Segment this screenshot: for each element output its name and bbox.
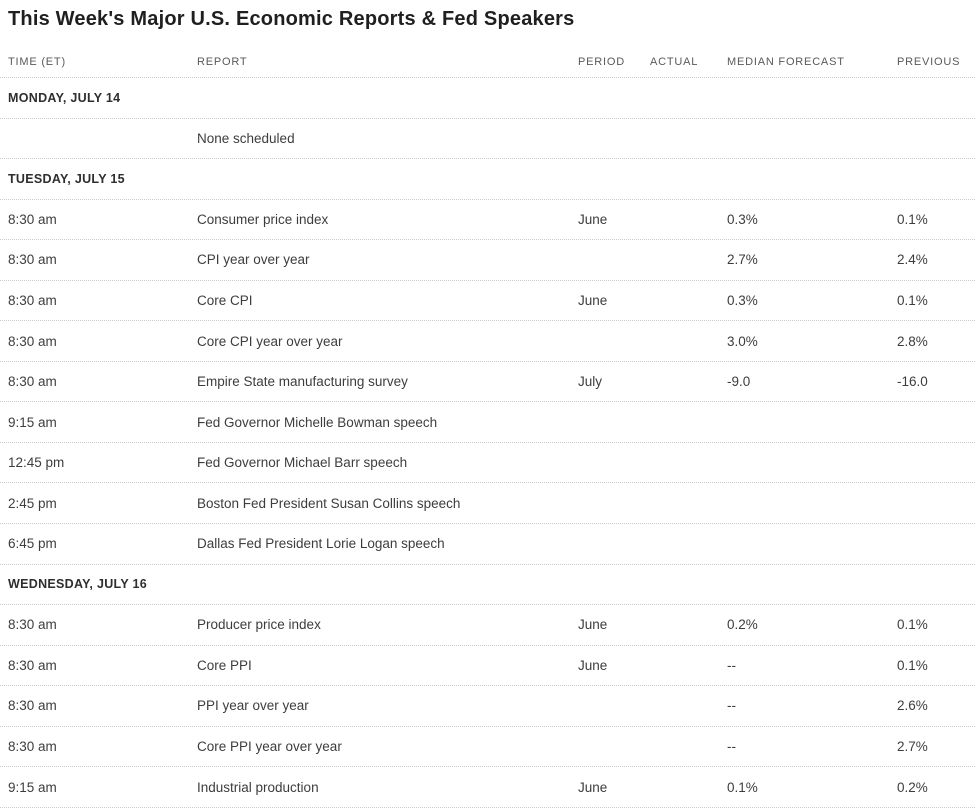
cell-period: June bbox=[578, 211, 608, 227]
cell-report: Industrial production bbox=[197, 779, 319, 795]
cell-period: June bbox=[578, 617, 608, 633]
cell-report: Empire State manufacturing survey bbox=[197, 374, 408, 390]
table-row bbox=[0, 119, 975, 160]
page-title: This Week's Major U.S. Economic Reports & Fed Speakers bbox=[8, 8, 575, 30]
table-row bbox=[0, 443, 975, 484]
cell-report: Core CPI bbox=[197, 293, 253, 308]
cell-median-forecast: 0.3% bbox=[727, 211, 758, 227]
column-header-period: PERIOD bbox=[578, 56, 625, 68]
cell-previous: 0.1% bbox=[897, 617, 928, 633]
table-row bbox=[0, 686, 975, 727]
column-header-time: TIME (ET) bbox=[8, 56, 66, 68]
cell-report: Dallas Fed President Lorie Logan speech bbox=[197, 536, 445, 552]
cell-median-forecast: 0.1% bbox=[727, 779, 758, 795]
cell-time: 8:30 am bbox=[8, 211, 57, 227]
cell-report: Consumer price index bbox=[197, 211, 329, 227]
cell-period: July bbox=[578, 374, 603, 390]
cell-time: 9:15 am bbox=[8, 414, 57, 430]
table-row bbox=[0, 524, 975, 565]
cell-previous: 2.6% bbox=[897, 698, 928, 714]
cell-report: Core CPI year over year bbox=[197, 333, 343, 349]
cell-report: Boston Fed President Susan Collins speech bbox=[197, 495, 461, 511]
cell-previous: -16.0 bbox=[897, 374, 928, 390]
column-header-report: REPORT bbox=[197, 56, 248, 68]
table-row bbox=[0, 362, 975, 403]
cell-time: 8:30 am bbox=[8, 698, 57, 714]
table-row bbox=[0, 727, 975, 768]
cell-previous: 2.7% bbox=[897, 739, 928, 755]
cell-median-forecast: 3.0% bbox=[727, 333, 758, 349]
table-body bbox=[0, 78, 975, 808]
cell-report: CPI year over year bbox=[197, 252, 310, 268]
cell-time: 8:30 am bbox=[8, 252, 57, 268]
cell-period: June bbox=[578, 293, 608, 308]
day-section-header bbox=[0, 565, 975, 606]
cell-median-forecast: -- bbox=[727, 739, 736, 755]
cell-previous: 0.2% bbox=[897, 779, 928, 795]
cell-report: Producer price index bbox=[197, 617, 321, 633]
table-row bbox=[0, 240, 975, 281]
table-row bbox=[0, 483, 975, 524]
table-row bbox=[0, 281, 975, 322]
column-header-actual: ACTUAL bbox=[650, 56, 699, 68]
cell-previous: 2.8% bbox=[897, 333, 928, 349]
cell-previous: 0.1% bbox=[897, 293, 928, 308]
cell-report: PPI year over year bbox=[197, 698, 309, 714]
cell-time: 8:30 am bbox=[8, 617, 57, 633]
cell-median-forecast: -- bbox=[727, 698, 736, 714]
table-row bbox=[0, 321, 975, 362]
cell-report: Fed Governor Michael Barr speech bbox=[197, 455, 408, 471]
table-row bbox=[0, 646, 975, 687]
cell-time: 8:30 am bbox=[8, 739, 57, 755]
table-row bbox=[0, 767, 975, 808]
cell-median-forecast: 0.3% bbox=[727, 293, 758, 308]
cell-period: June bbox=[578, 657, 608, 673]
cell-median-forecast: -9.0 bbox=[727, 374, 751, 390]
cell-time: 8:30 am bbox=[8, 333, 57, 349]
day-section-label: MONDAY, JULY 14 bbox=[8, 90, 121, 105]
cell-previous: 2.4% bbox=[897, 252, 928, 268]
day-section-header bbox=[0, 78, 975, 119]
cell-report: Core PPI bbox=[197, 657, 252, 673]
cell-time: 2:45 pm bbox=[8, 495, 57, 511]
cell-time: 8:30 am bbox=[8, 657, 57, 673]
cell-time: 6:45 pm bbox=[8, 536, 57, 552]
day-section-label: WEDNESDAY, JULY 16 bbox=[8, 577, 148, 592]
cell-period: June bbox=[578, 779, 608, 795]
day-section-label: TUESDAY, JULY 15 bbox=[8, 171, 125, 186]
cell-previous: 0.1% bbox=[897, 211, 928, 227]
column-header-median-forecast: MEDIAN FORECAST bbox=[727, 56, 845, 68]
column-header-previous: PREVIOUS bbox=[897, 56, 961, 68]
cell-time: 8:30 am bbox=[8, 374, 57, 390]
cell-report: None scheduled bbox=[197, 130, 295, 146]
cell-report: Core PPI year over year bbox=[197, 739, 342, 755]
cell-median-forecast: 0.2% bbox=[727, 617, 758, 633]
cell-time: 9:15 am bbox=[8, 779, 57, 795]
cell-time: 12:45 pm bbox=[8, 455, 65, 471]
day-section-header bbox=[0, 159, 975, 200]
cell-median-forecast: 2.7% bbox=[727, 252, 758, 268]
table-row bbox=[0, 200, 975, 241]
economic-calendar-table bbox=[0, 32, 975, 808]
cell-report: Fed Governor Michelle Bowman speech bbox=[197, 414, 438, 430]
table-row bbox=[0, 402, 975, 443]
cell-previous: 0.1% bbox=[897, 657, 928, 673]
table-header-row bbox=[0, 32, 975, 78]
cell-median-forecast: -- bbox=[727, 657, 736, 673]
table-row bbox=[0, 605, 975, 646]
cell-time: 8:30 am bbox=[8, 293, 57, 308]
